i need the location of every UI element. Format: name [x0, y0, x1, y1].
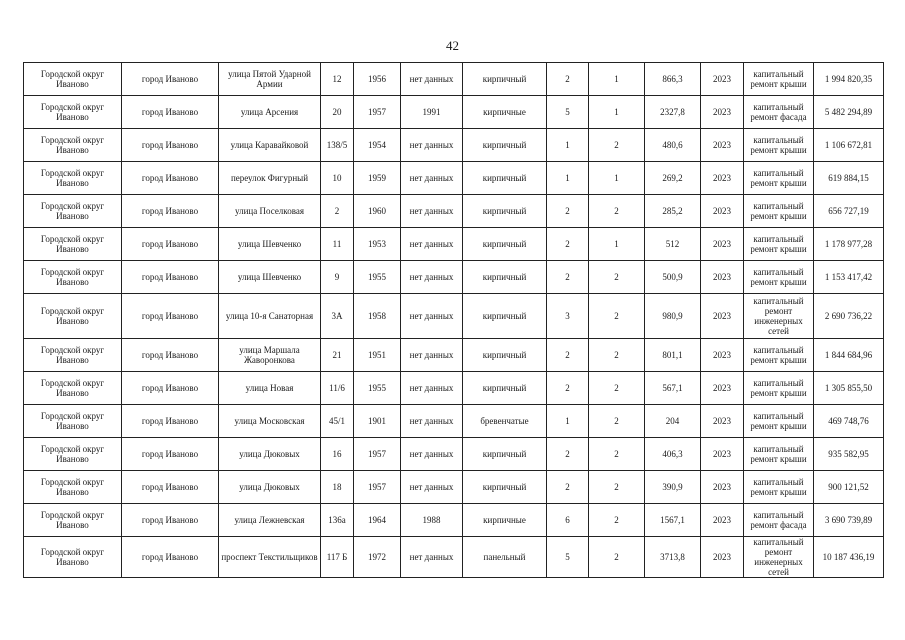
plan-year-cell: 2023	[701, 63, 744, 96]
wall-material-cell: кирпичный	[463, 195, 547, 228]
cost-cell: 1 178 977,28	[814, 228, 884, 261]
municipality-cell: Городской округ Иваново	[24, 537, 122, 578]
floors-cell: 2	[547, 339, 589, 372]
renovation-year-cell: нет данных	[401, 162, 463, 195]
cost-cell: 935 582,95	[814, 438, 884, 471]
table-row	[24, 63, 884, 96]
entrances-cell: 1	[589, 228, 645, 261]
cost-cell: 2 690 736,22	[814, 294, 884, 339]
street-cell: улица Шевченко	[219, 228, 321, 261]
settlement-cell: город Иваново	[122, 63, 219, 96]
house-number-cell: 16	[321, 438, 354, 471]
house-number-cell: 21	[321, 339, 354, 372]
house-number-cell: 10	[321, 162, 354, 195]
plan-year-cell: 2023	[701, 372, 744, 405]
wall-material-cell: кирпичный	[463, 129, 547, 162]
cost-cell: 1 994 820,35	[814, 63, 884, 96]
entrances-cell: 1	[589, 96, 645, 129]
build-year-cell: 1957	[354, 96, 401, 129]
build-year-cell: 1955	[354, 261, 401, 294]
renovation-year-cell: нет данных	[401, 195, 463, 228]
work-type-cell: капитальный ремонт крыши	[744, 63, 814, 96]
area-cell: 390,9	[645, 471, 701, 504]
work-type-cell: капитальный ремонт крыши	[744, 195, 814, 228]
renovation-year-cell: нет данных	[401, 372, 463, 405]
entrances-cell: 2	[589, 504, 645, 537]
renovation-year-cell: нет данных	[401, 294, 463, 339]
renovation-year-cell: нет данных	[401, 438, 463, 471]
table-row	[24, 537, 884, 578]
cost-cell: 10 187 436,19	[814, 537, 884, 578]
entrances-cell: 1	[589, 162, 645, 195]
area-cell: 480,6	[645, 129, 701, 162]
wall-material-cell: кирпичный	[463, 63, 547, 96]
build-year-cell: 1972	[354, 537, 401, 578]
area-cell: 980,9	[645, 294, 701, 339]
street-cell: улица Пятой Ударной Армии	[219, 63, 321, 96]
table-row	[24, 195, 884, 228]
area-cell: 269,2	[645, 162, 701, 195]
house-number-cell: 18	[321, 471, 354, 504]
municipality-cell: Городской округ Иваново	[24, 372, 122, 405]
street-cell: улица Дюковых	[219, 438, 321, 471]
table-row	[24, 372, 884, 405]
municipality-cell: Городской округ Иваново	[24, 339, 122, 372]
house-number-cell: 9	[321, 261, 354, 294]
municipality-cell: Городской округ Иваново	[24, 162, 122, 195]
plan-year-cell: 2023	[701, 162, 744, 195]
renovation-year-cell: нет данных	[401, 129, 463, 162]
plan-year-cell: 2023	[701, 261, 744, 294]
wall-material-cell: кирпичный	[463, 261, 547, 294]
area-cell: 500,9	[645, 261, 701, 294]
street-cell: проспект Текстильщиков	[219, 537, 321, 578]
wall-material-cell: кирпичный	[463, 339, 547, 372]
street-cell: улица Лежневская	[219, 504, 321, 537]
renovation-year-cell: 1991	[401, 96, 463, 129]
house-number-cell: 3А	[321, 294, 354, 339]
housing-repair-table	[23, 62, 884, 578]
municipality-cell: Городской округ Иваново	[24, 63, 122, 96]
build-year-cell: 1957	[354, 438, 401, 471]
municipality-cell: Городской округ Иваново	[24, 504, 122, 537]
area-cell: 866,3	[645, 63, 701, 96]
table-row	[24, 129, 884, 162]
table-row	[24, 471, 884, 504]
work-type-cell: капитальный ремонт инженерных сетей	[744, 537, 814, 578]
work-type-cell: капитальный ремонт крыши	[744, 405, 814, 438]
house-number-cell: 12	[321, 63, 354, 96]
settlement-cell: город Иваново	[122, 438, 219, 471]
renovation-year-cell: нет данных	[401, 261, 463, 294]
cost-cell: 1 844 684,96	[814, 339, 884, 372]
build-year-cell: 1955	[354, 372, 401, 405]
build-year-cell: 1953	[354, 228, 401, 261]
wall-material-cell: кирпичный	[463, 471, 547, 504]
area-cell: 3713,8	[645, 537, 701, 578]
plan-year-cell: 2023	[701, 195, 744, 228]
plan-year-cell: 2023	[701, 129, 744, 162]
area-cell: 204	[645, 405, 701, 438]
plan-year-cell: 2023	[701, 405, 744, 438]
settlement-cell: город Иваново	[122, 339, 219, 372]
table-row	[24, 294, 884, 339]
floors-cell: 5	[547, 537, 589, 578]
floors-cell: 2	[547, 438, 589, 471]
cost-cell: 469 748,76	[814, 405, 884, 438]
house-number-cell: 11	[321, 228, 354, 261]
floors-cell: 5	[547, 96, 589, 129]
cost-cell: 619 884,15	[814, 162, 884, 195]
wall-material-cell: кирпичные	[463, 96, 547, 129]
plan-year-cell: 2023	[701, 339, 744, 372]
work-type-cell: капитальный ремонт крыши	[744, 261, 814, 294]
area-cell: 512	[645, 228, 701, 261]
street-cell: улица Шевченко	[219, 261, 321, 294]
municipality-cell: Городской округ Иваново	[24, 129, 122, 162]
street-cell: улица Московская	[219, 405, 321, 438]
plan-year-cell: 2023	[701, 294, 744, 339]
wall-material-cell: кирпичный	[463, 228, 547, 261]
work-type-cell: капитальный ремонт крыши	[744, 372, 814, 405]
municipality-cell: Городской округ Иваново	[24, 471, 122, 504]
area-cell: 406,3	[645, 438, 701, 471]
area-cell: 567,1	[645, 372, 701, 405]
area-cell: 2327,8	[645, 96, 701, 129]
wall-material-cell: панельный	[463, 537, 547, 578]
entrances-cell: 2	[589, 438, 645, 471]
entrances-cell: 2	[589, 129, 645, 162]
wall-material-cell: кирпичный	[463, 162, 547, 195]
page-number: 42	[446, 38, 459, 53]
table-row	[24, 438, 884, 471]
renovation-year-cell: нет данных	[401, 339, 463, 372]
area-cell: 285,2	[645, 195, 701, 228]
build-year-cell: 1958	[354, 294, 401, 339]
wall-material-cell: кирпичный	[463, 294, 547, 339]
settlement-cell: город Иваново	[122, 372, 219, 405]
floors-cell: 1	[547, 129, 589, 162]
renovation-year-cell: нет данных	[401, 471, 463, 504]
entrances-cell: 2	[589, 372, 645, 405]
street-cell: улица Арсения	[219, 96, 321, 129]
municipality-cell: Городской округ Иваново	[24, 261, 122, 294]
street-cell: улица Дюковых	[219, 471, 321, 504]
table-row	[24, 162, 884, 195]
table-row	[24, 228, 884, 261]
renovation-year-cell: 1988	[401, 504, 463, 537]
street-cell: улица Маршала Жаворонкова	[219, 339, 321, 372]
street-cell: улица Новая	[219, 372, 321, 405]
entrances-cell: 2	[589, 339, 645, 372]
renovation-year-cell: нет данных	[401, 63, 463, 96]
build-year-cell: 1954	[354, 129, 401, 162]
table-row	[24, 261, 884, 294]
work-type-cell: капитальный ремонт крыши	[744, 129, 814, 162]
area-cell: 1567,1	[645, 504, 701, 537]
municipality-cell: Городской округ Иваново	[24, 438, 122, 471]
floors-cell: 6	[547, 504, 589, 537]
wall-material-cell: кирпичный	[463, 372, 547, 405]
plan-year-cell: 2023	[701, 96, 744, 129]
entrances-cell: 2	[589, 405, 645, 438]
build-year-cell: 1951	[354, 339, 401, 372]
table-row	[24, 96, 884, 129]
municipality-cell: Городской округ Иваново	[24, 96, 122, 129]
floors-cell: 1	[547, 162, 589, 195]
wall-material-cell: бревенчатые	[463, 405, 547, 438]
floors-cell: 2	[547, 195, 589, 228]
municipality-cell: Городской округ Иваново	[24, 405, 122, 438]
entrances-cell: 1	[589, 63, 645, 96]
build-year-cell: 1957	[354, 471, 401, 504]
entrances-cell: 2	[589, 195, 645, 228]
work-type-cell: капитальный ремонт крыши	[744, 339, 814, 372]
floors-cell: 2	[547, 471, 589, 504]
work-type-cell: капитальный ремонт фасада	[744, 96, 814, 129]
renovation-year-cell: нет данных	[401, 405, 463, 438]
street-cell: улица Поселковая	[219, 195, 321, 228]
street-cell: улица 10-я Санаторная	[219, 294, 321, 339]
table-row	[24, 504, 884, 537]
build-year-cell: 1959	[354, 162, 401, 195]
wall-material-cell: кирпичный	[463, 438, 547, 471]
entrances-cell: 2	[589, 471, 645, 504]
work-type-cell: капитальный ремонт фасада	[744, 504, 814, 537]
floors-cell: 2	[547, 63, 589, 96]
floors-cell: 2	[547, 261, 589, 294]
floors-cell: 2	[547, 372, 589, 405]
table-row	[24, 339, 884, 372]
work-type-cell: капитальный ремонт инженерных сетей	[744, 294, 814, 339]
build-year-cell: 1960	[354, 195, 401, 228]
build-year-cell: 1901	[354, 405, 401, 438]
house-number-cell: 138/5	[321, 129, 354, 162]
settlement-cell: город Иваново	[122, 471, 219, 504]
settlement-cell: город Иваново	[122, 405, 219, 438]
work-type-cell: капитальный ремонт крыши	[744, 228, 814, 261]
entrances-cell: 2	[589, 537, 645, 578]
floors-cell: 1	[547, 405, 589, 438]
work-type-cell: капитальный ремонт крыши	[744, 162, 814, 195]
cost-cell: 3 690 739,89	[814, 504, 884, 537]
settlement-cell: город Иваново	[122, 504, 219, 537]
cost-cell: 1 305 855,50	[814, 372, 884, 405]
house-number-cell: 45/1	[321, 405, 354, 438]
renovation-year-cell: нет данных	[401, 537, 463, 578]
floors-cell: 3	[547, 294, 589, 339]
cost-cell: 1 106 672,81	[814, 129, 884, 162]
settlement-cell: город Иваново	[122, 195, 219, 228]
renovation-year-cell: нет данных	[401, 228, 463, 261]
cost-cell: 656 727,19	[814, 195, 884, 228]
plan-year-cell: 2023	[701, 471, 744, 504]
plan-year-cell: 2023	[701, 504, 744, 537]
entrances-cell: 2	[589, 294, 645, 339]
work-type-cell: капитальный ремонт крыши	[744, 471, 814, 504]
settlement-cell: город Иваново	[122, 129, 219, 162]
build-year-cell: 1964	[354, 504, 401, 537]
municipality-cell: Городской округ Иваново	[24, 294, 122, 339]
floors-cell: 2	[547, 228, 589, 261]
cost-cell: 1 153 417,42	[814, 261, 884, 294]
municipality-cell: Городской округ Иваново	[24, 228, 122, 261]
municipality-cell: Городской округ Иваново	[24, 195, 122, 228]
table-row	[24, 405, 884, 438]
settlement-cell: город Иваново	[122, 228, 219, 261]
settlement-cell: город Иваново	[122, 294, 219, 339]
house-number-cell: 20	[321, 96, 354, 129]
plan-year-cell: 2023	[701, 438, 744, 471]
area-cell: 801,1	[645, 339, 701, 372]
house-number-cell: 136а	[321, 504, 354, 537]
build-year-cell: 1956	[354, 63, 401, 96]
wall-material-cell: кирпичные	[463, 504, 547, 537]
house-number-cell: 117 Б	[321, 537, 354, 578]
settlement-cell: город Иваново	[122, 162, 219, 195]
cost-cell: 900 121,52	[814, 471, 884, 504]
street-cell: улица Каравайковой	[219, 129, 321, 162]
settlement-cell: город Иваново	[122, 96, 219, 129]
plan-year-cell: 2023	[701, 228, 744, 261]
entrances-cell: 2	[589, 261, 645, 294]
cost-cell: 5 482 294,89	[814, 96, 884, 129]
settlement-cell: город Иваново	[122, 537, 219, 578]
house-number-cell: 2	[321, 195, 354, 228]
house-number-cell: 11/6	[321, 372, 354, 405]
settlement-cell: город Иваново	[122, 261, 219, 294]
street-cell: переулок Фигурный	[219, 162, 321, 195]
plan-year-cell: 2023	[701, 537, 744, 578]
work-type-cell: капитальный ремонт крыши	[744, 438, 814, 471]
